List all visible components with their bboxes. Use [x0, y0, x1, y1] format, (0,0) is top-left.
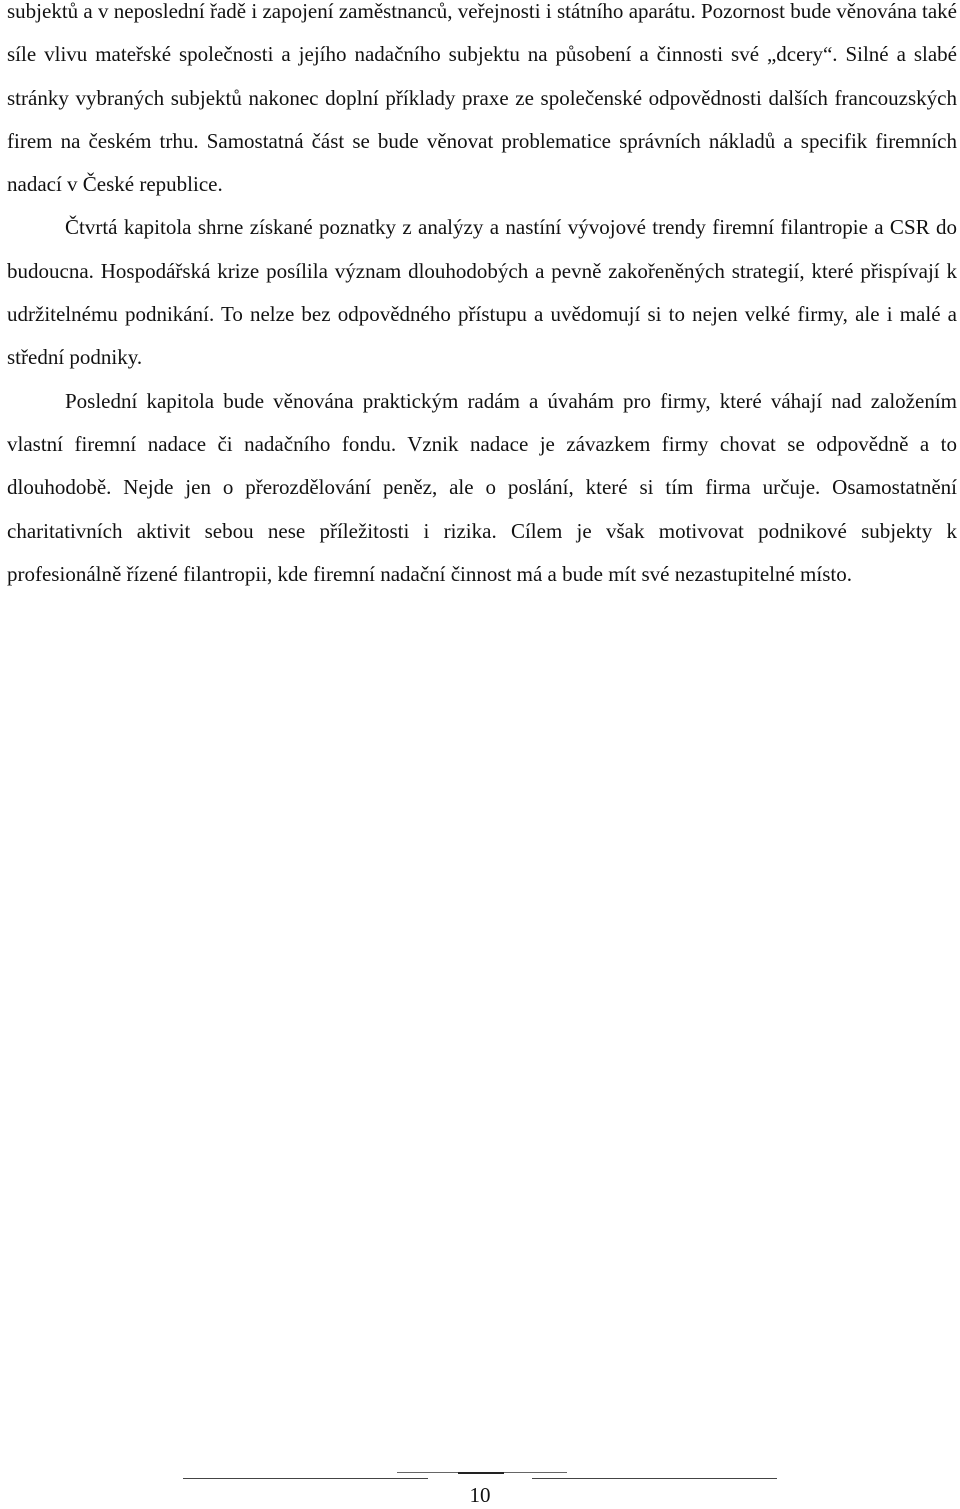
- footer-divider-center-accent: [458, 1472, 504, 1474]
- body-text: [7, 0, 957, 596]
- paragraph-3: Poslední kapitola bude věnována praktickým radám a úvahám pro firmy, které váhají nad založením vlastní firemní nadace či nadačního fondu. Vznik nadace je závazkem firmy chovat se odpovědně a to dlouhodobě. Nejde jen o přerozdělování peněz, ale o poslání, které si tím firma určuje. Osamostatnění charitativních aktivit sebou nese příležitosti i rizika. Cílem je však motivovat podnikové subjekty k profesionálně řízené filantropii, kde firemní nadační činnost má a bude mít své nezastupitelné místo.: [7, 388, 957, 586]
- footer-divider-left: [183, 1478, 428, 1479]
- page-number: 10: [469, 1483, 491, 1507]
- paragraph-2: Čtvrtá kapitola shrne získané poznatky z analýzy a nastíní vývojové trendy firemní filantropie a CSR do budoucna. Hospodářská krize posílila význam dlouhodobých a pevně zakořeněných strategií, které přispívají k udržitelnému podnikání. To nelze bez odpovědného přístupu a uvědomují si to nejen velké firmy, ale i malé a střední podniky.: [7, 215, 957, 370]
- paragraph-1: subjektů a v neposlední řadě i zapojení zaměstnanců, veřejnosti i státního aparátu. Pozornost bude věnována také síle vlivu mateřské společnosti a jejího nadačního subjektu na působení a činnosti své „dcery“. Silné a slabé stránky vybraných subjektů nakonec doplní příklady praxe ze společenské odpovědnosti dalších francouzských firem na českém trhu. Samostatná část se bude věnovat problematice správních nákladů a specifik firemních nadací v České republice.: [7, 0, 957, 197]
- footer-divider-right: [532, 1478, 777, 1479]
